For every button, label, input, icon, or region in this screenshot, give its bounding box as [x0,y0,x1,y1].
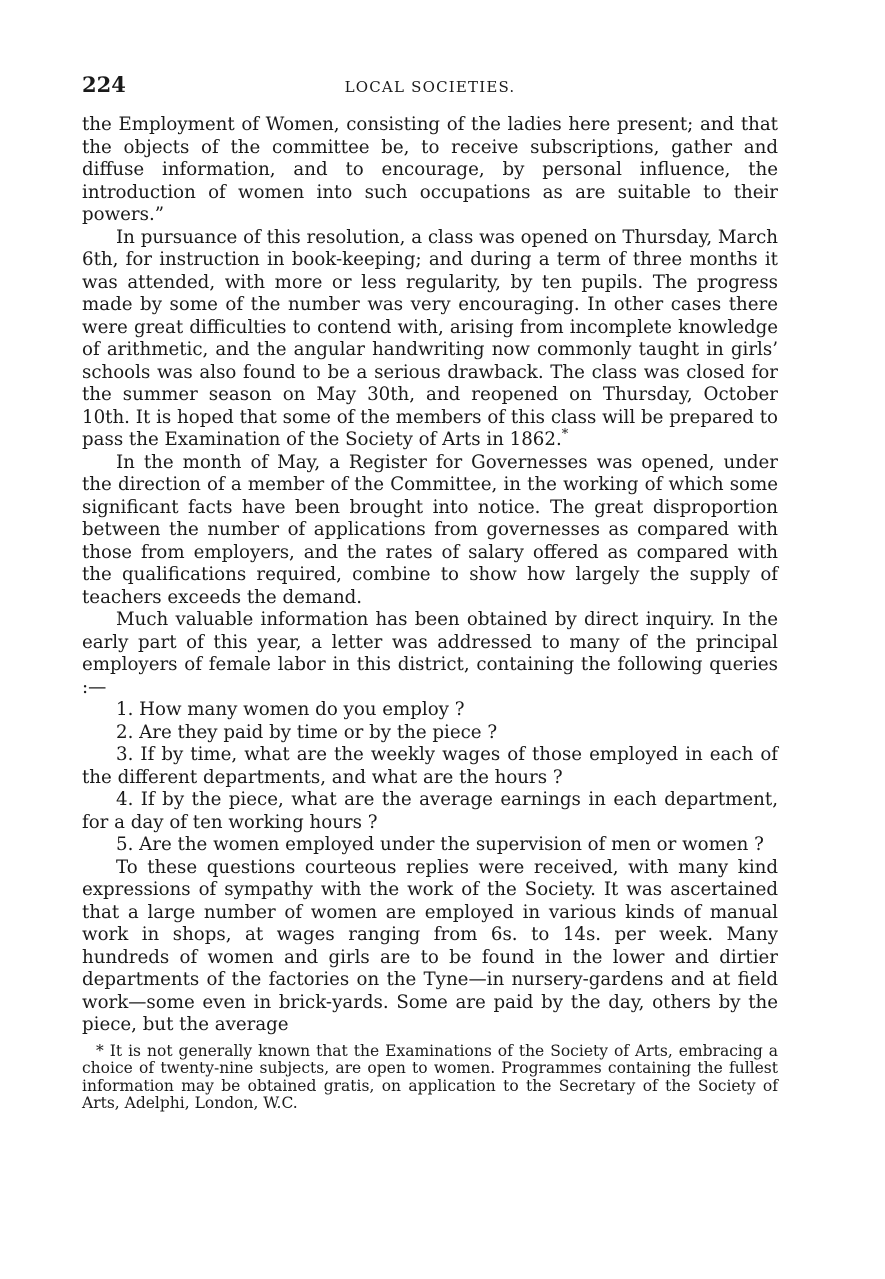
paragraph-class-opened-text: In pursuance of this resolution, a class was opened on Thursday, March 6th, for instruction in book-keeping; and during a term of three months it was attended, with more or less regularity, by ten pupils. The progress made by some of the number was very encouraging. In other cases there were great difficulties to contend with, arising from incomplete knowledge of arithmetic, and the angular handwriting now commonly taught in girls’ schools was also found to be a serious drawback. The class was closed for the summer season on May 30th, and reopened on Thursday, October 10th. It is hoped that some of the members of this class will be prepared to pass the Examination of the Society of Arts in 1862. [82,226,778,450]
page-number: 224 [82,72,126,97]
paragraph-class-opened [82,227,778,452]
paragraph-replies: To these questions courteous replies were received, with many kind expressions of sympathy with the work of the Society. It was ascertained that a large number of women are employed in various kinds of manual work in shops, at wages ranging from 6s. to 14s. per week. Many hundreds of women and girls are to be found in the lower and dirtier departments of the factories on the Tyne—in nursery-gardens and at field work—some even in brick-yards. Some are paid by the day, others by the piece, but the average [82,856,778,1035]
query-item: 5. Are the women employed under the supervision of men or women ? [116,834,764,855]
query-item: 2. Are they paid by time or by the piece ? [116,721,498,743]
running-head: LOCAL SOCIETIES. [344,78,516,96]
query-item: 4. If by the piece, what are the average earnings in each department, for a day of ten working hours ? [82,789,778,833]
footnote-text: It is not generally known that the Examinations of the Society of Arts, embracing a choice of twenty-nine subjects, are open to women. Programmes containing the fullest information may be obtained gratis, on application to the Secretary of the Society of Arts, Adelphi, London, W.C. [82,1041,778,1112]
book-page [82,72,778,1113]
paragraph-direct-inquiry: Much valuable information has been obtained by direct inquiry. In the early part of this year, a letter was addressed to many of the principal employers of female labor in this district, containing the following queries :— [82,609,778,698]
footnote-reference: * [561,426,569,442]
paragraph-governess-register: In the month of May, a Register for Governesses was opened, under the direction of a member of the Committee, in the working of which some significant facts have been brought into notice. The great disproportion between the number of applications from governesses as compared with those from employers, and the rates of salary offered as compared with the qualifications required, combine to show how largely the supply of teachers exceeds the demand. [82,451,778,608]
query-item: 1. How many women do you employ ? [116,699,465,720]
footnote-marker: * [96,1041,104,1060]
body-text [82,114,778,1037]
footnote-text-block [82,1043,778,1113]
paragraph-continuation: the Employment of Women, consisting of the ladies here present; and that the objects of the committee be, to receive subscriptions, gather and diffuse information, and to encourage, by personal influence, the introduction of women into such occupations as are suitable to their powers.” [82,114,778,225]
footnote [82,1043,778,1113]
page-header [82,72,778,104]
query-item: 3. If by time, what are the weekly wages of those employed in each of the different departments, and what are the hours ? [82,744,778,788]
